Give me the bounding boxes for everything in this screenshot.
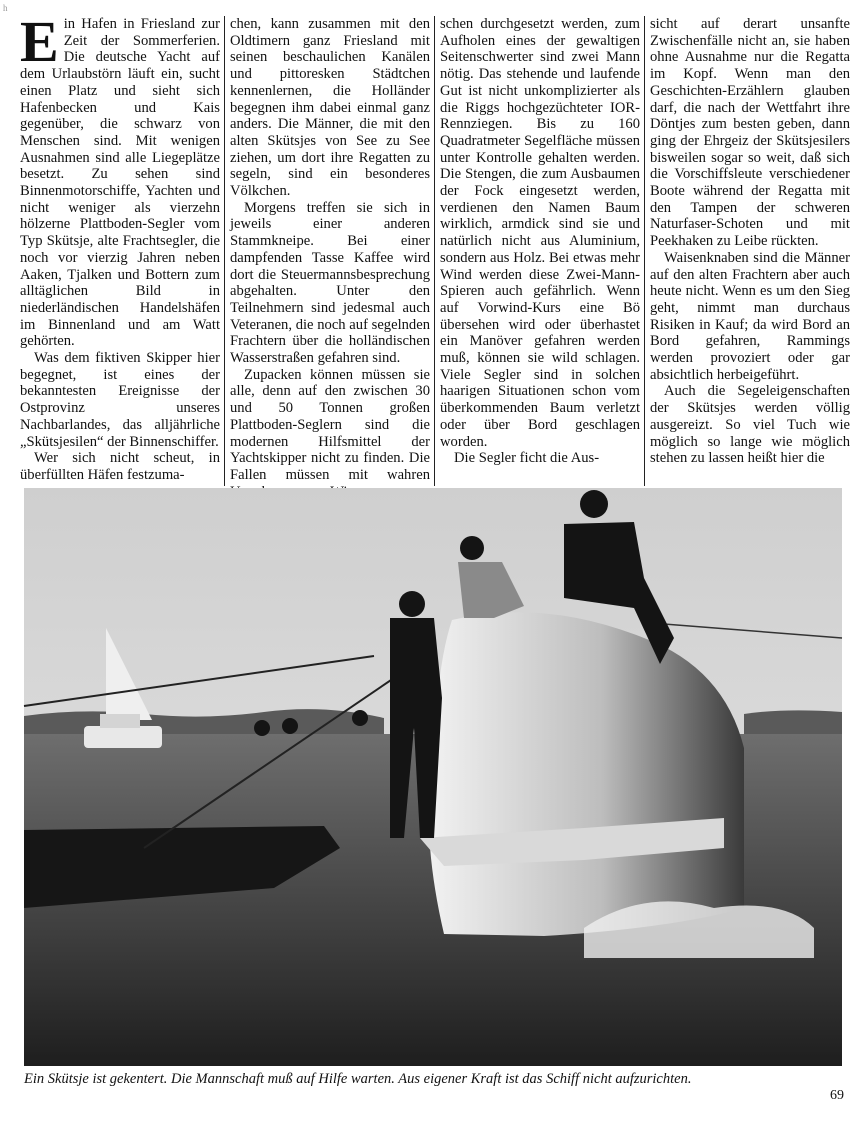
paragraph: Die Segler ficht die Aus-: [454, 450, 600, 467]
paragraph: Waisenknaben sind die Männer auf den alten Frachtern aber auch heute nicht. Wenn es um den Sieg geht, nimmt man durchaus Risiken in Kauf; da wird Bord an Bord gefahren, Rammings werden provoziert oder gar absichtlich herbeigeführt.: [650, 249, 850, 383]
photo-caption: Ein Skütsje ist gekentert. Die Mannschaft muß auf Hilfe warten. Aus eigener Kraft ist das Schiff nicht aufzurichten.: [24, 1071, 692, 1087]
column-1: [20, 9, 220, 486]
paragraph: Morgens treffen sie sich in jeweils einer anderen Stammkneipe. Bei einer dampfenden Tasse Kaffee wird dort die Steuermannsbesprechung abgehalten. Unter den Teilnehmern sind jedesmal auch Veteranen, die noch auf segelnden Frachtern über die holländischen Wasserstraßen gefahren sind.: [230, 199, 430, 367]
paragraph: Wer sich nicht scheut, in überfüllten Häfen festzuma-: [20, 450, 220, 483]
paragraph: Auch die Segeleigenschaften der Skütsjes werden völlig ausgereizt. So viel Tuch wie möglich so lange wie möglich stehen zu lassen heißt hier die: [650, 383, 850, 467]
paragraph-text: in Hafen in Friesland zur Zeit der Sommerferien. Die deutsche Yacht auf dem Urlaubstörn läuft ein, sucht einen Platz und sieht sich Hafenbecken und Kais gegenüber, die schwarz von Menschen sind. Mit wenigen Ausnahmen sind alle Liegeplätze besetzt. Zu sehen sind Binnenmotorschiffe, Yachten und nicht weniger als vierzehn hölzerne Plattboden-Segler vom Typ Skütsje, alte Frachtsegler, die noch vor vierzig Jahren neben Aaken, Tjalken und Bottern zum alltäglichen Bild in niederländischen Handelshäfen im Binnenland und am Watt gehörten.: [20, 16, 220, 350]
paragraph: sicht auf derart unsanfte Zwischenfälle nicht an, sie haben ohne Ausnahme nur die Regatta im Kopf. Wenn man den Geschichten-Erzählern glauben darf, die nach der Wettfahrt ihre Döntjes zum besten geben, dann ging der Ehrgeiz der Skütsjesilers bisweilen sogar so weit, daß sich die Vorschiffsleute verschiedener Boote während der Regatta mit den Tampen der schweren Naturfaser-Schoten und mit Peekhaken zu Leibe rückten.: [650, 16, 850, 250]
page-number: 69: [830, 1088, 844, 1103]
paragraph: schen durchgesetzt werden, zum Aufholen eines der gewaltigen Seitenschwerter sind zwei Mann nötig. Das stehende und laufende Gut ist nicht unkomplizierter als die Riggs hochgezüchteter IOR-Rennziegen. Bis zu 160 Quadratmeter Segelfläche müssen unter Kontrolle gehalten werden. Die Stengen, die zum Ausbaumen der Fock eingesetzt werden, verdienen den Namen Baum wirklich, armdick sind sie und natürlich nicht aus Aluminium, sondern aus Holz. Bei etwas mehr Wind werden diese Zwei-Mann-Spieren auch gefährlich. Wenn auf Vorwind-Kurs eine Bö übersehen wird oder überhastet ein Manöver gefahren werden muß, können sie wild schlagen. Viele Segler sind in solchen haarigen Situationen schon vom überkommenden Baum verletzt oder über Bord geschlagen worden.: [440, 16, 640, 450]
paragraph: Was dem fiktiven Skipper hier begegnet, ist eines der bekanntesten Ereignisse der Ostprovinz unseres Nachbarlandes, das alljährliche „Skütsjesilen“ der Binnenschiffer.: [20, 350, 220, 450]
column-3: [440, 16, 640, 486]
capsized-skutsje-photo: [24, 488, 842, 1066]
paragraph: [20, 9, 220, 350]
photo-illustration: [24, 488, 842, 1066]
paragraph: chen, kann zusammen mit den Oldtimern ganz Friesland mit seinen beschaulichen Kanälen und pittoresken Städtchen kennenlernen, die Holländer begegnen ihm dabei einmal ganz anders. Die Männer, die mit den alten Skütsjes von See zu See ziehen, um dort ihre Regatten zu segeln, sind ein besonderes Völkchen.: [230, 16, 430, 200]
column-2: [230, 16, 430, 486]
column-4: [650, 16, 850, 486]
paragraph: Zupacken können müssen sie alle, denn auf den zwischen 30 und 50 Tonnen großen Plattboden-Seglern sind die modernen Hilfsmittel der Yachtskipper nicht zu finden. Die Fallen müssen mit wahren: [230, 366, 430, 483]
drop-cap: E: [20, 9, 59, 74]
article-body: [20, 9, 850, 486]
corner-mark: h: [3, 3, 8, 13]
